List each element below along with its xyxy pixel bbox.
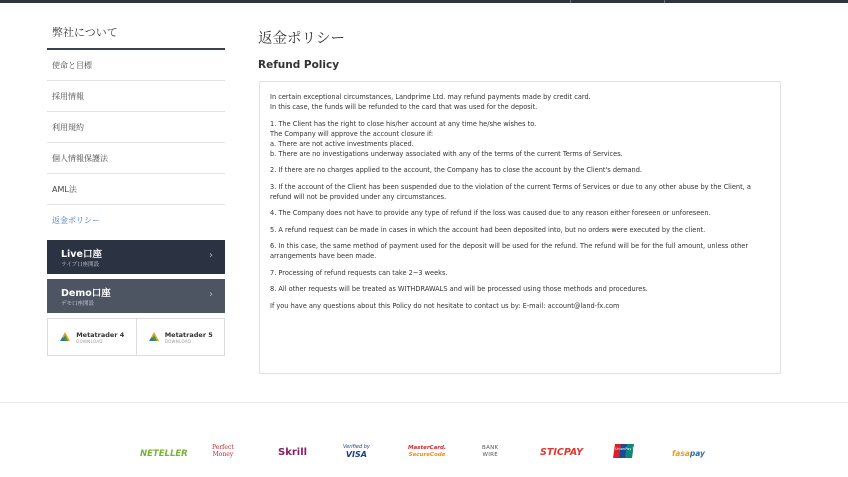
policy-line: 4. The Company does not have to provide any type of refund if the loss was caused due to any reason either foreseen or unforeseen. <box>270 209 711 217</box>
verified-by-visa-logo <box>343 444 370 460</box>
policy-paragraph <box>270 165 770 175</box>
sidebar-heading: 弊社について <box>47 18 225 50</box>
fasapay-part1: fasa <box>672 449 690 458</box>
policy-line: refund will not be provided under any circumstances. <box>270 192 447 201</box>
metatrader4-download-button[interactable] <box>48 319 136 355</box>
mt5-label: Metatrader 5 <box>164 330 213 339</box>
perfect-money-line1: Perfect <box>212 444 234 451</box>
sidebar-item-mission[interactable]: 使命と目標 <box>47 50 225 81</box>
payment-logos <box>140 446 710 464</box>
mt4-download-label: DOWNLOAD <box>76 338 103 344</box>
bank-wire-logo <box>482 445 498 458</box>
top-navigation-bar <box>0 0 848 3</box>
mastercard-securecode-logo <box>408 445 446 458</box>
policy-paragraph <box>270 119 770 159</box>
sidebar-item-refund-policy[interactable]: 返金ポリシー <box>52 216 100 225</box>
policy-paragraph <box>270 268 770 278</box>
perfect-money-logo <box>212 444 234 458</box>
fasapay-part2: pay <box>689 449 705 458</box>
policy-line: In this case, the funds will be refunded to the card that was used for the deposit. <box>270 103 538 111</box>
bank-wire-line2: WIRE <box>482 451 499 458</box>
sidebar-item-aml[interactable]: AML法 <box>47 174 225 205</box>
sidebar <box>47 18 225 356</box>
sidebar-item-privacy[interactable]: 個人情報保護法 <box>47 143 225 174</box>
policy-line: arrangements have been made. <box>270 252 377 260</box>
policy-paragraph <box>270 92 770 112</box>
policy-line: 1. The Client has the right to close his/her account at any time he/she wishes to. <box>270 119 537 128</box>
policy-line: In certain exceptional circumstances, Landprime Ltd. may refund payments made by credit card. <box>270 93 591 101</box>
policy-line: 5. A refund request can be made in cases in which the account had been deposited into, but no orders were executed by the client. <box>270 225 706 234</box>
policy-paragraph <box>270 208 770 218</box>
policy-line: 3. If the account of the Client has been suspended due to the violation of the current Terms of Services or due to any other abuse by the Client, a <box>270 182 751 191</box>
visa-line2: VISA <box>345 450 367 459</box>
policy-paragraph <box>270 284 770 294</box>
policy-paragraph <box>270 225 770 235</box>
policy-line: 8. All other requests will be treated as WITHDRAWALS and will be processed using those methods and procedures. <box>270 285 648 293</box>
metatrader-icon <box>59 331 71 343</box>
policy-line: The Company will approve the account closure if: <box>270 129 434 138</box>
mastercard-line2: SecureCode <box>408 451 446 458</box>
policy-paragraph <box>270 241 770 261</box>
skrill-logo: Skrill <box>278 447 308 458</box>
section-title: Refund Policy <box>258 59 340 71</box>
metatrader-icon <box>148 331 160 343</box>
policy-content <box>259 81 781 374</box>
policy-line: a. There are not active investments placed. <box>270 139 414 148</box>
neteller-logo: NETELLER <box>140 449 188 459</box>
page-title: 返金ポリシー <box>258 31 345 47</box>
policy-paragraph <box>270 182 770 202</box>
sidebar-item-careers[interactable]: 採用情報 <box>47 81 225 112</box>
sticpay-logo: STICPAY <box>540 447 584 458</box>
fasapay-logo <box>672 449 705 458</box>
unionpay-text: UnionPay 银联 <box>615 447 640 451</box>
visa-line1: Verified by <box>343 444 370 450</box>
policy-line: b. There are no investigations underway associated with any of the terms of the current Terms of Services. <box>270 149 623 158</box>
policy-line: 2. If there are no charges applied to the account, the Company has to close the account by the Client's demand. <box>270 166 642 174</box>
metatrader-downloads <box>47 318 225 356</box>
mt5-download-label: DOWNLOAD <box>164 338 192 344</box>
mastercard-line1: MasterCard. <box>408 445 447 451</box>
sidebar-item-terms[interactable]: 利用規約 <box>47 112 225 143</box>
perfect-money-line2: Money <box>212 451 234 458</box>
metatrader5-download-button[interactable] <box>136 319 225 355</box>
live-account-title: Live口座 <box>61 249 102 260</box>
live-account-button[interactable] <box>47 240 225 274</box>
mt4-label: Metatrader 4 <box>76 330 125 339</box>
bank-wire-line1: BANK <box>482 445 499 451</box>
footer-divider <box>0 402 848 403</box>
policy-line: 6. In this case, the same method of payment used for the deposit will be used for the refund. The refund will be for the full amount, unless other <box>270 242 749 250</box>
policy-line: If you have any questions about this Policy do not hesitate to contact us by: E-mail: account@land-fx.com <box>270 301 620 310</box>
demo-account-subtitle: デモ口座開設 <box>61 301 95 307</box>
demo-account-button[interactable] <box>47 279 225 313</box>
live-account-subtitle: ライブ口座開設 <box>61 262 100 268</box>
policy-line: 7. Processing of refund requests can take 2~3 weeks. <box>270 268 448 277</box>
unionpay-logo <box>614 444 640 458</box>
chevron-right-icon: › <box>209 289 213 300</box>
demo-account-title: Demo口座 <box>61 288 111 299</box>
chevron-right-icon: › <box>209 250 213 261</box>
policy-paragraph <box>270 301 770 311</box>
